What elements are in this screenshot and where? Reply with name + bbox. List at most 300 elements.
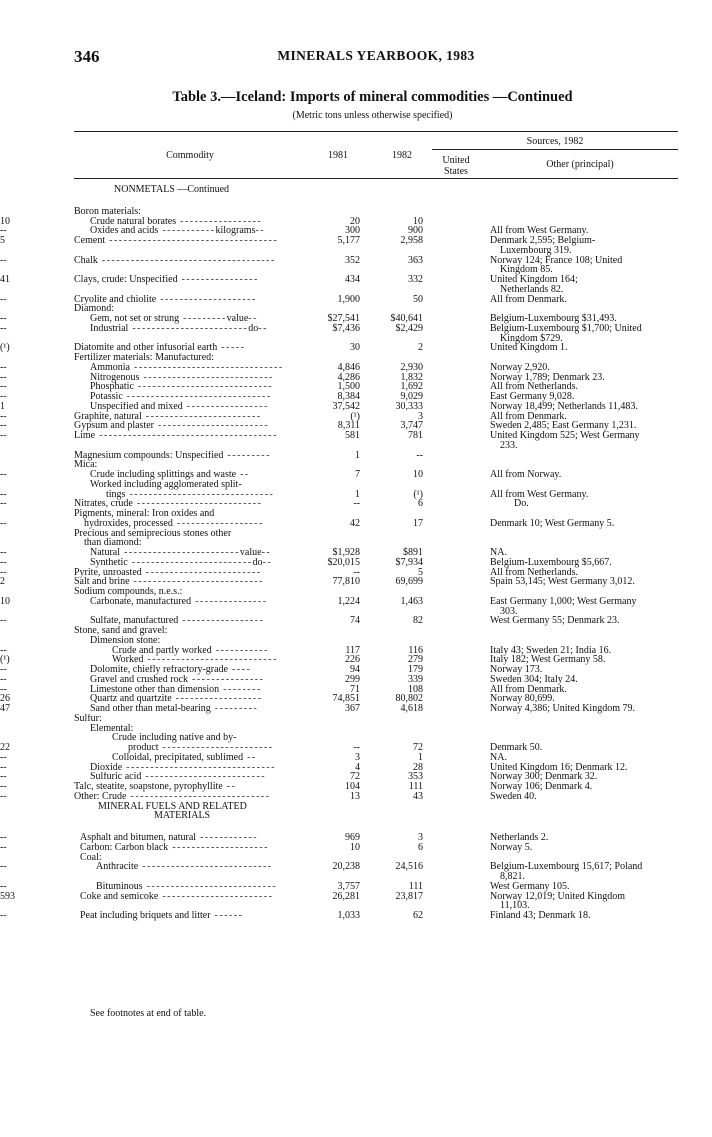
value-1981: 1,900 [337, 293, 360, 305]
commodity-name [90, 685, 293, 695]
commodity-label: Industrial [90, 323, 129, 334]
commodity-name [96, 882, 293, 892]
value-united-states: -- [0, 556, 7, 568]
value-united-states: -- [0, 293, 7, 305]
value-1981: 1,224 [337, 595, 360, 607]
dot-leader: ------------------ [171, 694, 263, 705]
dot-leader: ------------------------- [141, 772, 267, 783]
commodity-label: Sulfate, manufactured [90, 616, 179, 627]
value-1982: 6 [418, 498, 423, 510]
table-row [0, 862, 712, 872]
dot-leader: ------------------------------- [130, 362, 284, 373]
value-united-states: -- [0, 322, 7, 334]
value-1982: -- [416, 449, 423, 461]
commodity-label: Worked including agglomerated split- [90, 479, 242, 490]
value-1981: 7 [355, 469, 360, 480]
commodity-label: Phosphatic [90, 382, 134, 393]
dot-leader: ------------------------------------- [95, 431, 278, 441]
commodity-label: Chalk [74, 255, 98, 266]
other-sources: Norway 18,499; Netherlands 11,483. [490, 400, 638, 412]
commodity-label: Potassic [90, 392, 123, 402]
row-spacer [0, 195, 712, 207]
value-1982: 10 [413, 469, 423, 480]
commodity-label: Gypsum and plaster [74, 421, 154, 432]
other-sources: West Germany 105. [490, 880, 570, 892]
unit-label: value [226, 314, 249, 324]
dot-leader: -- [248, 314, 258, 324]
commodity-name [90, 470, 293, 480]
commodity-label: Dioxide [90, 762, 123, 773]
commodity-name [80, 843, 293, 853]
dot-leader: ----------- [158, 226, 216, 237]
value-1982: 900 [408, 225, 423, 237]
other-sources: All from Denmark. [490, 410, 567, 422]
value-1981: $20,015 [327, 556, 360, 568]
value-1982: $2,429 [395, 322, 423, 334]
commodity-name [90, 772, 293, 782]
dot-leader: -------------------------- [132, 499, 263, 510]
commodity-label: Ammonia [90, 362, 130, 373]
commodity-label: Diamond: [74, 304, 114, 315]
book-title: MINERALS YEARBOOK, 1983 [277, 48, 475, 63]
value-united-states: 593 [0, 890, 15, 902]
value-united-states: (¹) [0, 342, 10, 354]
dot-leader: ------------------------ [128, 323, 249, 334]
dot-leader: -- [261, 548, 272, 558]
commodity-label: Gravel and crushed rock [90, 674, 189, 685]
other-sources: 303. [500, 605, 518, 617]
commodity-name [90, 636, 293, 646]
other-sources: Norway 80,699. [490, 693, 555, 705]
value-united-states: (¹) [0, 654, 10, 666]
value-1982: 6 [418, 841, 423, 853]
dot-leader: ----------- [211, 645, 269, 656]
value-1982: 781 [408, 430, 423, 441]
value-1981: 117 [345, 644, 360, 656]
value-united-states: 10 [0, 595, 10, 607]
other-sources: Sweden 40. [490, 790, 537, 802]
commodity-name [90, 382, 293, 392]
value-1982: 1,692 [400, 381, 423, 393]
commodity-label: product [128, 743, 159, 753]
table-row [0, 704, 712, 714]
value-1981: $27,541 [327, 313, 360, 324]
other-sources: Norway 124; France 108; United [490, 254, 623, 266]
other-sources: Belgium-Luxembourg 15,617; Poland [490, 861, 643, 873]
commodity-name [74, 460, 293, 470]
commodity-name [84, 538, 293, 548]
value-1982: 9,029 [400, 391, 423, 402]
value-1982: $40,641 [390, 313, 423, 324]
value-1982: 279 [408, 654, 423, 666]
value-united-states: -- [0, 683, 7, 695]
dot-leader: --------------- [188, 674, 265, 685]
sources-rule [432, 149, 678, 150]
commodity-label: Talc, steatite, soapstone, pyrophyllite [74, 782, 223, 792]
header-bottom-rule [74, 178, 678, 179]
other-sources: Kingdom 85. [500, 264, 553, 276]
value-united-states: 26 [0, 693, 10, 705]
other-sources: Spain 53,145; West Germany 3,012. [490, 576, 635, 588]
value-1982: 3 [418, 832, 423, 843]
commodity-name [74, 626, 293, 636]
value-united-states: -- [0, 880, 7, 892]
commodity-label: Quartz and quartzite [90, 694, 172, 705]
commodity-label: Dolomite, chiefly refractory-grade [90, 665, 228, 675]
commodity-name [74, 304, 293, 314]
commodity-label: Precious and semiprecious stones other [74, 528, 232, 539]
value-united-states: -- [0, 517, 7, 529]
commodity-label: Stone, sand and gravel: [74, 626, 168, 636]
commodity-name [112, 655, 293, 665]
commodity-label: Oxides and acids [90, 226, 159, 237]
value-united-states: -- [0, 361, 7, 373]
commodity-label: Lime [74, 431, 96, 441]
other-sources: Do. [514, 498, 529, 510]
value-united-states: -- [0, 841, 7, 853]
other-sources: Italy 182; West Germany 58. [490, 654, 606, 666]
value-united-states: -- [0, 430, 7, 441]
value-1982: 50 [413, 293, 423, 305]
unit-label: do [248, 323, 259, 334]
dot-leader: ------------------------- [127, 557, 253, 568]
commodity-name [74, 499, 293, 509]
value-united-states: -- [0, 566, 7, 578]
commodity-label: Boron materials: [74, 206, 141, 217]
dot-leader: --------------------------- [138, 862, 273, 873]
value-1981: 352 [345, 254, 360, 266]
header-1981: 1981 [328, 150, 348, 161]
other-sources: Denmark 50. [490, 742, 543, 753]
value-1981: 300 [345, 225, 360, 237]
commodity-name [74, 529, 293, 539]
commodity-name [74, 295, 293, 305]
value-united-states: -- [0, 420, 7, 432]
section-heading-text: NONMETALS —Continued [114, 184, 230, 195]
value-1982: 62 [413, 910, 423, 921]
commodity-label: Limestone other than dimension [90, 684, 220, 695]
value-1982: 30,333 [395, 400, 423, 412]
dot-leader: --------- [210, 704, 259, 714]
value-1981: 581 [345, 430, 360, 441]
value-1982: 43 [413, 790, 423, 802]
value-united-states: -- [0, 371, 7, 383]
commodity-label: Other: Crude [74, 791, 127, 802]
other-sources: Netherlands 2. [490, 832, 549, 843]
commodity-name [90, 217, 293, 227]
table-row [0, 577, 712, 587]
value-united-states: 2 [0, 576, 5, 588]
other-sources: Norway 173. [490, 664, 543, 675]
commodity-name [90, 392, 293, 402]
other-sources: All from West Germany. [490, 225, 589, 237]
unit-label: do [252, 557, 263, 568]
commodity-label: Graphite, natural [74, 411, 142, 422]
commodity-label: Magnesium compounds: Unspecified [74, 450, 224, 461]
other-sources: Italy 43; Sweden 21; India 16. [490, 644, 612, 656]
dot-leader: ------------------------ [141, 567, 262, 578]
other-sources: East Germany 9,028. [490, 391, 575, 402]
commodity-label: Coke and semicoke [80, 891, 159, 902]
commodity-name [80, 892, 293, 902]
commodity-label: Fertilizer materials: Manufactured: [74, 353, 214, 363]
value-1982: 108 [408, 683, 423, 695]
table-row [0, 714, 712, 724]
value-1982: 4,618 [400, 703, 423, 714]
commodity-name [128, 743, 293, 753]
commodity-label: Clays, crude: Unspecified [74, 275, 178, 285]
dot-leader: -- [236, 470, 250, 480]
value-1982: 2,958 [400, 235, 423, 246]
commodity-name [112, 753, 293, 763]
value-united-states: -- [0, 410, 7, 422]
dot-leader: -- [255, 226, 266, 237]
table-title: Table 3.—Iceland: Imports of mineral commodities —Continued [172, 89, 573, 105]
commodity-label: Carbon: Carbon black [80, 842, 169, 853]
table-row [0, 236, 712, 246]
value-1981: 94 [350, 664, 360, 675]
value-united-states: -- [0, 790, 7, 802]
dot-leader: ---------------- [177, 275, 259, 285]
value-1981: 4,286 [337, 371, 360, 383]
value-1982: 82 [413, 615, 423, 627]
value-1981: 3 [355, 751, 360, 763]
other-sources: East Germany 1,000; West Germany [490, 595, 637, 607]
value-1981: 299 [345, 673, 360, 685]
commodity-label: Peat including briquets and litter [80, 911, 211, 921]
value-1982: 10 [413, 215, 423, 227]
table-top-rule [74, 131, 678, 132]
dot-leader: ----------------- [182, 401, 269, 412]
commodity-label: Sodium compounds, n.e.s.: [74, 587, 183, 597]
commodity-label: Bituminous [96, 881, 143, 892]
commodity-name [90, 402, 293, 412]
dot-leader: --------------- [191, 596, 268, 607]
other-sources: All from Denmark. [490, 683, 567, 695]
page-header [74, 47, 678, 69]
commodity-name [90, 548, 293, 558]
value-1981: $7,436 [332, 322, 360, 334]
table-row [0, 275, 712, 285]
value-united-states: -- [0, 615, 7, 627]
dot-leader: ----------------- [178, 616, 265, 627]
value-1981: 8,384 [337, 391, 360, 402]
header-united-states: United States [442, 155, 470, 177]
dot-leader: -- [222, 782, 237, 792]
commodity-name [74, 353, 293, 363]
dot-leader: --------------------------- [142, 881, 278, 892]
commodity-name [90, 763, 293, 773]
commodity-name [84, 519, 293, 529]
commodity-label: Synthetic [90, 557, 128, 568]
section-heading-text: MINERAL FUELS AND RELATED [98, 800, 247, 812]
commodity-label: Nitrates, crude [74, 499, 133, 510]
commodity-name [90, 675, 293, 685]
value-1982: 3 [418, 410, 423, 422]
dot-leader: ------------------------ [120, 548, 240, 558]
value-united-states: -- [0, 771, 7, 783]
dot-leader: --------------------------- [129, 577, 264, 588]
value-united-states: -- [0, 313, 7, 324]
commodity-label: Dimension stone: [90, 635, 161, 646]
value-1982: 69,699 [395, 576, 423, 588]
value-1982: 23,817 [395, 890, 423, 902]
value-1982: 72 [413, 742, 423, 753]
table-row [0, 597, 712, 607]
commodity-name [74, 451, 293, 461]
value-1981: 42 [350, 517, 360, 529]
other-sources: All from Norway. [490, 469, 562, 480]
commodity-label: tings [106, 489, 126, 500]
table-row [0, 256, 712, 266]
value-1981: (¹) [350, 410, 360, 422]
value-1981: 71 [350, 683, 360, 695]
commodity-label: Pyrite, unroasted [74, 567, 142, 578]
commodity-label: Colloidal, precipitated, sublimed [112, 752, 244, 763]
commodity-name [90, 704, 293, 714]
table-row [0, 499, 712, 509]
header-sources: Sources, 1982 [526, 136, 584, 147]
value-united-states: -- [0, 751, 7, 763]
other-sources: Norway 1,789; Denmark 23. [490, 371, 605, 383]
other-sources: United Kingdom 16; Denmark 12. [490, 761, 628, 773]
table-body [0, 185, 712, 921]
value-1981: $1,928 [332, 547, 360, 558]
commodity-label: than diamond: [84, 538, 142, 549]
value-united-states: 22 [0, 742, 10, 753]
commodity-name [90, 363, 293, 373]
value-1982: 24,516 [395, 861, 423, 873]
value-united-states: -- [0, 644, 7, 656]
commodity-label: Crude including splittings and waste [90, 470, 237, 480]
dot-leader: ------------------------ [141, 411, 262, 422]
dot-leader: --------- [179, 314, 227, 324]
other-sources: Norway 4,386; United Kingdom 79. [490, 703, 635, 714]
other-sources: 233. [500, 439, 518, 451]
dot-leader: ------------------ [172, 518, 264, 529]
value-united-states: -- [0, 381, 7, 393]
value-united-states: -- [0, 664, 7, 675]
value-1981: 77,810 [332, 576, 360, 588]
value-1981: 1 [355, 449, 360, 461]
dot-leader: ----------------------------------- [105, 236, 279, 246]
header-other: Other (principal) [546, 159, 614, 170]
other-sources: NA. [490, 547, 507, 558]
dot-leader: ------------------------------- [122, 762, 276, 773]
table-row [0, 324, 712, 334]
dot-leader: ----------------------------- [126, 791, 271, 802]
table-subtitle: (Metric tons unless otherwise specified) [292, 110, 453, 121]
other-sources: Norway 106; Denmark 4. [490, 781, 593, 792]
value-united-states: 41 [0, 274, 10, 285]
value-1981: 5,177 [337, 235, 360, 246]
value-1981: 367 [345, 703, 360, 714]
dot-leader: ----------------------- [158, 891, 274, 902]
header-1982: 1982 [392, 150, 412, 161]
dot-leader: -------------------- [168, 842, 269, 853]
commodity-name [90, 558, 293, 568]
value-united-states: -- [0, 391, 7, 402]
value-1982: 116 [408, 644, 423, 656]
commodity-label: Crude natural borates [90, 216, 177, 227]
commodity-name [90, 616, 293, 626]
value-united-states: 10 [0, 215, 10, 227]
other-sources: All from West Germany. [490, 488, 589, 500]
commodity-label: Sulfur: [74, 713, 102, 724]
value-united-states: -- [0, 498, 7, 510]
value-united-states: -- [0, 673, 7, 685]
value-1981: 4 [355, 761, 360, 773]
value-1982: $7,934 [395, 556, 423, 568]
value-1982: 2,930 [400, 361, 423, 373]
commodity-label: Asphalt and bitumen, natural [80, 833, 197, 843]
dot-leader: --------------------------- [139, 372, 274, 383]
commodity-name [74, 577, 293, 587]
commodity-label: Unspecified and mixed [90, 401, 183, 412]
value-1981: 434 [345, 274, 360, 285]
value-1981: 1 [355, 488, 360, 500]
value-1981: -- [353, 566, 360, 578]
other-sources: 8,821. [500, 871, 525, 882]
commodity-name [90, 694, 293, 704]
other-sources: All from Denmark. [490, 293, 567, 305]
table-row [0, 295, 712, 305]
other-sources: Denmark 10; West Germany 5. [490, 517, 615, 529]
other-sources: All from Netherlands. [490, 381, 579, 393]
dot-leader: -- [243, 752, 257, 763]
value-1981: 4,846 [337, 361, 360, 373]
unit-label: value [239, 548, 262, 558]
table-row [0, 892, 712, 902]
section-heading-text: MATERIALS [154, 810, 211, 822]
other-sources: United Kingdom 525; West Germany [490, 430, 640, 441]
commodity-label: Elemental: [90, 723, 134, 734]
commodity-label: Diatomite and other infusorial earth [74, 343, 218, 354]
dot-leader: -- [258, 323, 268, 334]
footnote: See footnotes at end of table. [90, 1008, 207, 1019]
dot-leader: -------- [219, 684, 262, 695]
value-united-states: -- [0, 832, 7, 843]
value-1982: 80,802 [395, 693, 423, 705]
value-1982: 111 [408, 781, 423, 792]
dot-leader: ------------------------------------ [97, 255, 276, 266]
commodity-name [90, 324, 293, 334]
section-heading [0, 185, 712, 195]
value-united-states: -- [0, 254, 7, 266]
dot-leader: -- [262, 557, 273, 568]
dot-leader: ----------------------- [154, 421, 270, 432]
other-sources: Kingdom $729. [500, 332, 563, 344]
commodity-name [90, 226, 293, 236]
commodity-label: Cement [74, 236, 106, 246]
value-1981: 1,500 [337, 381, 360, 393]
other-sources: Norway 5. [490, 841, 533, 853]
commodity-label: Natural [90, 548, 120, 558]
value-united-states: -- [0, 469, 7, 480]
commodity-name [90, 665, 293, 675]
value-united-states: 5 [0, 235, 5, 246]
value-1982: 17 [413, 517, 423, 529]
value-1981: -- [353, 742, 360, 753]
commodity-label: Carbonate, manufactured [90, 596, 192, 607]
value-1981: 30 [350, 342, 360, 354]
dot-leader: ----------------- [176, 216, 263, 227]
commodity-name [74, 207, 293, 217]
dot-leader: ----------------------- [158, 743, 274, 753]
commodity-name [112, 733, 293, 743]
commodity-label: Mica: [74, 460, 98, 471]
table-row [0, 343, 712, 353]
